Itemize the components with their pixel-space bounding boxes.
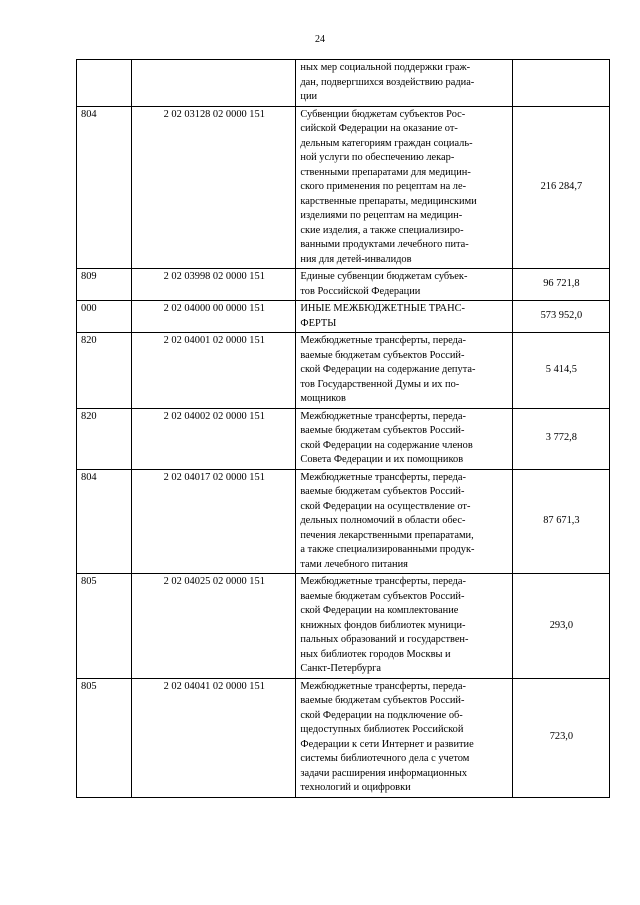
budget-table xyxy=(76,59,610,798)
description-line: ские изделия, а также специализиро- xyxy=(300,224,464,236)
description-cell xyxy=(296,678,512,797)
description-line: ваемые бюджетам субъектов Россий- xyxy=(300,425,465,436)
admin-code-cell: 820 xyxy=(77,333,132,409)
description-line: ной услуги по обеспечению лекар- xyxy=(300,152,455,163)
amount-cell: 573 952,0 xyxy=(512,301,609,333)
table-row xyxy=(77,574,610,679)
description-line: Единые субвенции бюджетам субъек- xyxy=(300,271,468,282)
table-row xyxy=(77,60,610,107)
budget-classification-code-cell: 2 02 04001 02 0000 151 xyxy=(132,333,296,409)
budget-classification-code-cell: 2 02 04025 02 0000 151 xyxy=(132,574,296,679)
amount-cell: 3 772,8 xyxy=(512,408,609,469)
amount-cell: 96 721,8 xyxy=(512,269,609,301)
description-line: Межбюджетные трансферты, переда- xyxy=(300,335,466,346)
description-line: дельным категориям граждан социаль- xyxy=(300,137,473,149)
description-cell xyxy=(296,408,512,469)
description-line: ФЕРТЫ xyxy=(300,317,337,329)
description-line: ской Федерации на содержание членов xyxy=(300,439,473,451)
description-cell xyxy=(296,333,512,409)
admin-code-cell: 804 xyxy=(77,106,132,269)
description-line: Межбюджетные трансферты, переда- xyxy=(300,576,466,587)
table-row xyxy=(77,678,610,797)
admin-code-cell: 804 xyxy=(77,469,132,574)
budget-classification-code-cell xyxy=(132,60,296,107)
amount-cell: 5 414,5 xyxy=(512,333,609,409)
budget-classification-code-cell: 2 02 04041 02 0000 151 xyxy=(132,678,296,797)
description-line: ных мер социальной поддержки граж- xyxy=(300,62,471,73)
table-row xyxy=(77,469,610,574)
budget-classification-code-cell: 2 02 04002 02 0000 151 xyxy=(132,408,296,469)
description-line: ской Федерации на комплектование xyxy=(300,605,459,616)
description-line: Совета Федерации и их помощников xyxy=(300,454,464,465)
description-line: ванными продуктами лечебного пита- xyxy=(300,239,469,250)
description-line: Межбюджетные трансферты, переда- xyxy=(300,410,466,422)
description-line: ния для детей-инвалидов xyxy=(300,253,412,265)
description-line: тами лечебного питания xyxy=(300,558,408,570)
table-row xyxy=(77,269,610,301)
description-line: Межбюджетные трансферты, переда- xyxy=(300,471,466,483)
description-line: пальных образований и государствен- xyxy=(300,634,469,645)
description-line: книжных фондов библиотек муници- xyxy=(300,619,466,631)
admin-code-cell: 805 xyxy=(77,574,132,679)
description-line: ской Федерации на подключение об- xyxy=(300,709,463,721)
table-row xyxy=(77,333,610,409)
description-line: Санкт-Петербурга xyxy=(300,663,382,674)
description-line: дан, подвергшихся воздействию радиа- xyxy=(300,76,475,88)
description-line: ИНЫЕ МЕЖБЮДЖЕТНЫЕ ТРАНС- xyxy=(300,303,465,314)
description-cell xyxy=(296,469,512,574)
description-line: сийской Федерации на оказание от- xyxy=(300,123,458,134)
description-line: системы библиотечного дела с учетом xyxy=(300,753,470,764)
description-line: ваемые бюджетам субъектов Россий- xyxy=(300,349,465,361)
table-row xyxy=(77,106,610,269)
table-row xyxy=(77,408,610,469)
budget-classification-code-cell: 2 02 04000 00 0000 151 xyxy=(132,301,296,333)
description-line: ской Федерации на осуществление от- xyxy=(300,500,471,512)
description-line: ции xyxy=(300,91,318,102)
description-line: Федерации к сети Интернет и развитие xyxy=(300,738,474,750)
amount-cell: 87 671,3 xyxy=(512,469,609,574)
admin-code-cell: 809 xyxy=(77,269,132,301)
description-line: щедоступных библиотек Российской xyxy=(300,724,464,735)
budget-table-body xyxy=(77,60,610,798)
description-line: ваемые бюджетам субъектов Россий- xyxy=(300,695,465,706)
amount-cell: 216 284,7 xyxy=(512,106,609,269)
amount-cell: 293,0 xyxy=(512,574,609,679)
admin-code-cell xyxy=(77,60,132,107)
description-cell xyxy=(296,301,512,333)
description-cell xyxy=(296,269,512,301)
description-line: Межбюджетные трансферты, переда- xyxy=(300,680,466,692)
description-line: мощников xyxy=(300,393,346,404)
description-line: тов Российской Федерации xyxy=(300,285,421,297)
description-line: ской Федерации на содержание депута- xyxy=(300,364,476,375)
amount-cell xyxy=(512,60,609,107)
description-line: печения лекарственными препаратами, xyxy=(300,529,474,541)
description-cell xyxy=(296,60,512,107)
page-number: 24 xyxy=(315,34,325,45)
description-line: Субвенции бюджетам субъектов Рос- xyxy=(300,108,466,120)
budget-classification-code-cell: 2 02 04017 02 0000 151 xyxy=(132,469,296,574)
description-cell xyxy=(296,574,512,679)
description-line: ваемые бюджетам субъектов Россий- xyxy=(300,486,465,497)
admin-code-cell: 805 xyxy=(77,678,132,797)
description-line: ных библиотек городов Москвы и xyxy=(300,648,451,660)
description-line: ского применения по рецептам на ле- xyxy=(300,181,467,192)
admin-code-cell: 820 xyxy=(77,408,132,469)
description-line: а также специализированными продук- xyxy=(300,544,475,555)
description-line: технологий и оцифровки xyxy=(300,782,411,793)
description-line: ваемые бюджетам субъектов Россий- xyxy=(300,590,465,602)
budget-classification-code-cell: 2 02 03998 02 0000 151 xyxy=(132,269,296,301)
description-line: задачи расширения информационных xyxy=(300,767,468,779)
description-line: дельных полномочий в области обес- xyxy=(300,515,466,526)
description-cell xyxy=(296,106,512,269)
admin-code-cell: 000 xyxy=(77,301,132,333)
description-line: карственные препараты, медицинскими xyxy=(300,195,477,207)
description-line: ственными препаратами для медицин- xyxy=(300,166,471,178)
budget-classification-code-cell: 2 02 03128 02 0000 151 xyxy=(132,106,296,269)
description-line: изделиями по рецептам на медицин- xyxy=(300,210,463,221)
amount-cell: 723,0 xyxy=(512,678,609,797)
description-line: тов Государственной Думы и их по- xyxy=(300,378,460,390)
table-row xyxy=(77,301,610,333)
